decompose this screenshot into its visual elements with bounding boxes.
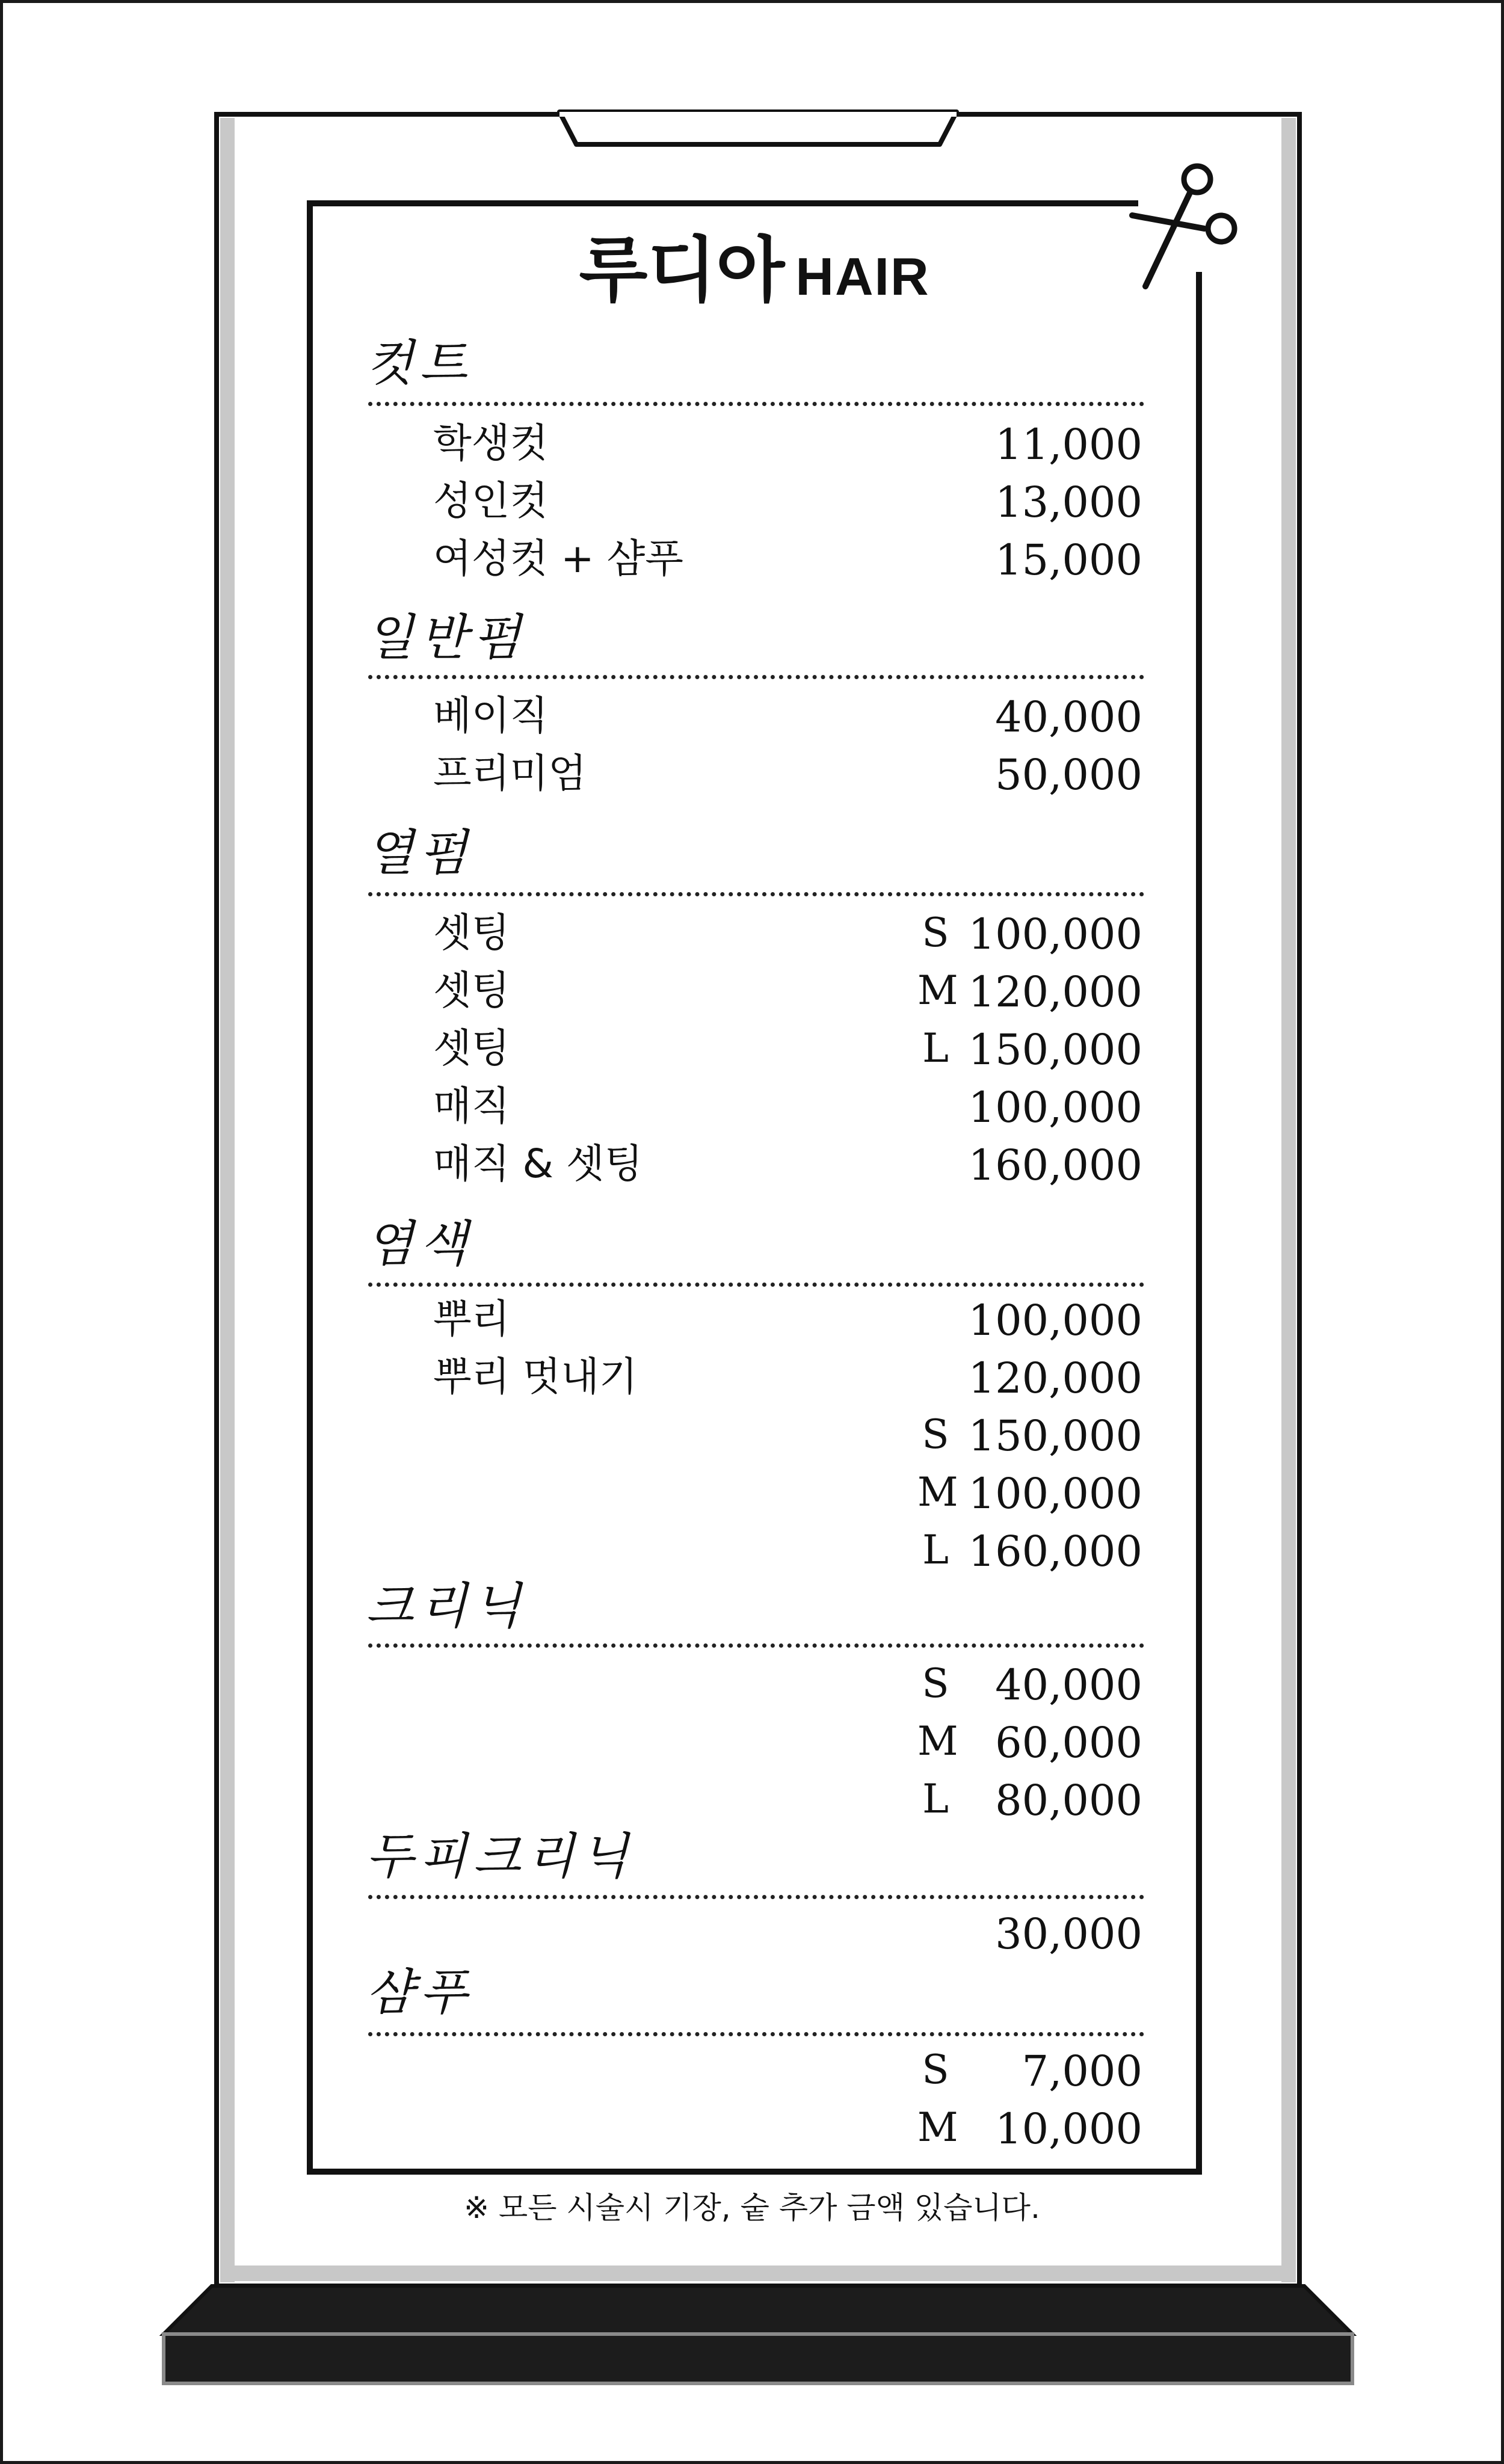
menu-item-price: 160,000: [968, 1141, 1142, 1190]
section-heading-shampoo: 샴푸: [366, 1964, 473, 2021]
menu-item-size: S: [922, 2047, 949, 2093]
menu-item-name: 셋팅: [433, 1025, 510, 1071]
menu-item-price: 150,000: [968, 1411, 1142, 1461]
menu-item-price: 30,000: [995, 1909, 1142, 1959]
menu-item-name: 셋팅: [433, 967, 510, 1014]
section-divider: [368, 1283, 1144, 1287]
menu-item-size: M: [917, 1718, 958, 1764]
section-divider: [368, 402, 1144, 406]
menu-item-price: 15,000: [995, 535, 1142, 585]
footnote: ※ 모든 시술시 기장, 숱 추가 금액 있습니다.: [464, 2190, 1040, 2225]
menu-item-price: 11,000: [995, 420, 1142, 469]
menu-item-price: 80,000: [995, 1776, 1142, 1825]
panel-right-edge: [1281, 118, 1296, 2282]
menu-item-name: 뿌리 멋내기: [433, 1354, 638, 1400]
menu-item-name: 학생컷: [433, 420, 549, 466]
menu-item-price: 10,000: [995, 2104, 1142, 2154]
section-heading-regular-perm: 일반펌: [366, 609, 527, 667]
menu-item-price: 60,000: [995, 1718, 1142, 1767]
section-heading-heat-perm: 열펌: [366, 825, 473, 882]
menu-item-price: 100,000: [968, 1083, 1142, 1132]
stand-base-top: [164, 2286, 1352, 2334]
menu-item-name: 매직 & 셋팅: [433, 1141, 643, 1187]
section-heading-cut: 컷트: [366, 335, 473, 392]
menu-item-price: 13,000: [995, 478, 1142, 527]
menu-item-price: 50,000: [995, 750, 1142, 799]
menu-item-size: S: [922, 1411, 949, 1458]
menu-item-price: 100,000: [968, 1469, 1142, 1518]
section-divider: [368, 675, 1144, 679]
menu-item-name: 매직: [433, 1083, 510, 1129]
menu-item-price: 100,000: [968, 910, 1142, 959]
menu-item-price: 7,000: [1022, 2047, 1142, 2096]
menu-item-size: M: [917, 1469, 958, 1515]
panel-bottom-edge: [220, 2265, 1296, 2281]
menu-item-name: 성인컷: [433, 478, 549, 524]
menu-item-price: 120,000: [968, 1354, 1142, 1403]
menu-item-size: L: [922, 1025, 949, 1071]
menu-item-name: 베이직: [433, 692, 549, 739]
section-divider: [368, 1643, 1144, 1648]
section-heading-scalp-clinic: 두피크리닉: [366, 1828, 635, 1885]
menu-item-size: M: [917, 2104, 958, 2151]
section-heading-clinic: 크리닉: [366, 1578, 527, 1635]
section-divider: [368, 2032, 1144, 2036]
menu-item-size: S: [922, 1660, 949, 1707]
menu-item-size: L: [922, 1776, 949, 1822]
menu-item-price: 120,000: [968, 967, 1142, 1017]
menu-item-size: L: [922, 1527, 949, 1573]
menu-item-price: 150,000: [968, 1025, 1142, 1074]
title-english: HAIR: [795, 247, 930, 306]
panel-top-notch: [559, 112, 957, 144]
stand-base: [164, 2334, 1352, 2383]
section-heading-color: 염색: [366, 1216, 473, 1273]
menu-item-size: S: [922, 910, 949, 956]
menu-item-price: 100,000: [968, 1296, 1142, 1345]
scissors-icon: [1120, 158, 1240, 296]
menu-item-name: 셋팅: [433, 910, 510, 956]
menu-item-name: 뿌리: [433, 1296, 510, 1342]
page-title: [307, 229, 1202, 312]
section-divider: [368, 1895, 1144, 1899]
section-divider: [368, 892, 1144, 896]
title-korean: 루디아: [579, 229, 785, 312]
menu-item-name: 여성컷 + 샴푸: [433, 535, 684, 582]
menu-item-price: 40,000: [995, 692, 1142, 742]
panel-left-edge: [220, 118, 235, 2282]
menu-item-size: M: [917, 967, 958, 1014]
menu-item-price: 40,000: [995, 1660, 1142, 1710]
menu-item-name: 프리미엄: [433, 750, 587, 796]
menu-item-price: 160,000: [968, 1527, 1142, 1576]
